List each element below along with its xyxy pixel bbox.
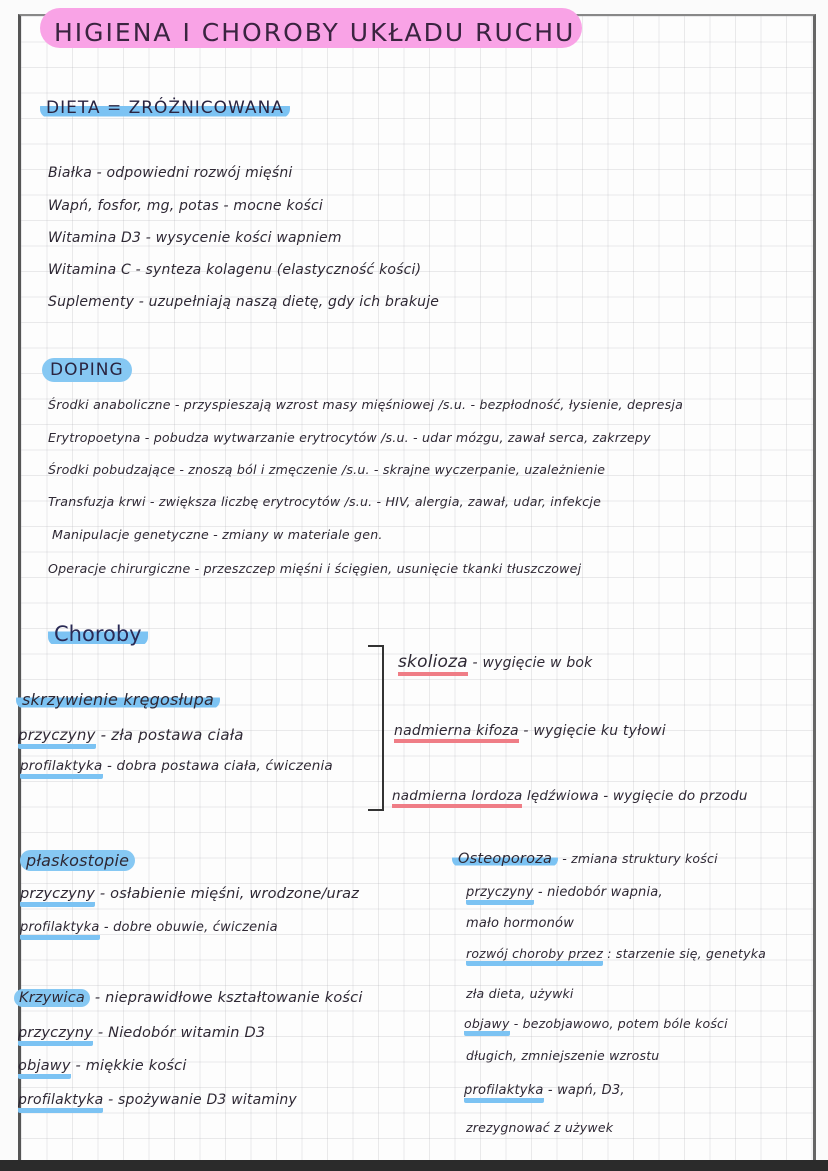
doping-heading-text: DOPING: [42, 358, 132, 382]
skrzywienie-type: [392, 788, 748, 804]
doping-line: Środki pobudzające - znoszą ból i zmęczenie /s.u. - skrajne wyczerpanie, uzależnienie: [48, 462, 606, 477]
profilaktyka-label: profilaktyka: [18, 1092, 103, 1113]
objawy-text: - bezobjawowo, potem bóle kości: [509, 1016, 728, 1031]
choroby-heading: [48, 622, 148, 646]
przyczyny-label: przyczyny: [20, 886, 95, 907]
przyczyny-text: - osłabienie mięśni, wrodzone/uraz: [95, 886, 360, 902]
type-label: nadmierna lordoza: [392, 788, 522, 808]
rozwoj-text: : starzenie się, genetyka: [603, 946, 767, 961]
profilaktyka-text: - wapń, D3,: [543, 1083, 625, 1098]
dieta-line: Witamina C - synteza kolagenu (elastyczność kości): [48, 262, 422, 278]
dieta-line: Suplementy - uzupełniają naszą dietę, gdy ich brakuje: [48, 294, 440, 310]
przyczyny-text: - niedobór wapnia,: [533, 885, 663, 900]
profilaktyka-text: - dobre obuwie, ćwiczenia: [99, 920, 278, 935]
dieta-heading: [40, 98, 290, 118]
page-title: HIGIENA I CHOROBY UKŁADU RUCHU: [54, 18, 576, 47]
dieta-line: Witamina D3 - wysycenie kości wapniem: [48, 230, 342, 246]
przyczyny-label: przyczyny: [18, 726, 96, 749]
page-bottom-edge: [0, 1160, 828, 1171]
krzywica-definition: - nieprawidłowe kształtowanie kości: [90, 990, 363, 1006]
bracket: [368, 645, 384, 811]
objawy-text: - miękkie kości: [70, 1058, 187, 1074]
osteoporoza-objawy: [464, 1016, 728, 1031]
doping-line: Manipulacje genetyczne - zmiany w materiale gen.: [52, 527, 383, 542]
osteoporoza-objawy-cont: długich, zmniejszenie wzrostu: [466, 1048, 660, 1063]
choroby-heading-text: Choroby: [48, 622, 148, 646]
objawy-label: objawy: [464, 1016, 510, 1036]
osteoporoza-przyczyny-cont: mało hormonów: [466, 916, 575, 931]
osteoporoza-rozwoj-cont: zła dieta, używki: [466, 986, 574, 1001]
osteoporoza-rozwoj: [466, 946, 766, 961]
krzywica-profilaktyka: [18, 1092, 297, 1108]
plaskostopie-profilaktyka: [20, 920, 278, 935]
krzywica-heading-text: Krzywica: [14, 989, 90, 1007]
type-label: skolioza: [398, 652, 468, 676]
krzywica-przyczyny: [18, 1025, 265, 1041]
type-label: nadmierna kifoza: [394, 723, 519, 743]
plaskostopie-heading-text: płaskostopie: [20, 850, 135, 871]
przyczyny-label: przyczyny: [18, 1025, 93, 1046]
type-text: - wygięcie ku tyłowi: [518, 723, 666, 739]
osteoporoza-profilaktyka: [464, 1083, 625, 1098]
skrzywienie-przyczyny: [18, 726, 244, 744]
doping-line: Transfuzja krwi - zwiększa liczbę erytrocytów /s.u. - HIV, alergia, zawał, udar, infekcje: [48, 494, 602, 509]
osteoporoza-definition: - zmiana struktury kości: [558, 851, 718, 866]
dieta-line: Białka - odpowiedni rozwój mięśni: [48, 165, 293, 181]
rozwoj-label: rozwój choroby przez: [466, 946, 603, 966]
skrzywienie-profilaktyka: [20, 758, 333, 774]
profilaktyka-label: profilaktyka: [20, 920, 100, 940]
plaskostopie-przyczyny: [20, 886, 359, 902]
skrzywienie-type: [394, 723, 666, 739]
osteoporoza-heading-text: Osteoporoza: [452, 851, 558, 867]
doping-line: Operacje chirurgiczne - przeszczep mięśni i ścięgien, usunięcie tkanki tłuszczowej: [48, 561, 582, 576]
doping-line: Środki anaboliczne - przyspieszają wzrost masy mięśniowej /s.u. - bezpłodność, łysienie, depresja: [48, 397, 683, 412]
skrzywienie-type: [398, 652, 592, 672]
profilaktyka-text: - dobra postawa ciała, ćwiczenia: [102, 758, 333, 774]
osteoporoza-heading: [452, 851, 718, 867]
doping-line: Erytropoetyna - pobudza wytwarzanie erytrocytów /s.u. - udar mózgu, zawał serca, zakrzepy: [48, 430, 651, 445]
dieta-heading-text: DIETA = ZRÓŻNICOWANA: [40, 98, 290, 118]
plaskostopie-heading: [20, 851, 135, 870]
type-text: - wygięcie w bok: [467, 655, 593, 671]
skrzywienie-heading: [16, 690, 220, 709]
doping-heading: [42, 360, 132, 380]
krzywica-objawy: [18, 1058, 187, 1074]
profilaktyka-label: profilaktyka: [20, 758, 103, 779]
dieta-line: Wapń, fosfor, mg, potas - mocne kości: [48, 198, 323, 214]
objawy-label: objawy: [18, 1058, 71, 1079]
osteoporoza-przyczyny: [466, 885, 663, 900]
krzywica-heading: [14, 990, 363, 1006]
skrzywienie-heading-text: skrzywienie kręgosłupa: [16, 690, 220, 709]
type-text: lędźwiowa - wygięcie do przodu: [522, 788, 748, 804]
przyczyny-text: - Niedobór witamin D3: [93, 1025, 266, 1041]
osteoporoza-profilaktyka-cont: zrezygnować z używek: [466, 1120, 614, 1135]
profilaktyka-label: profilaktyka: [464, 1083, 544, 1103]
przyczyny-text: - zła postawa ciała: [95, 726, 244, 744]
profilaktyka-text: - spożywanie D3 witaminy: [103, 1092, 297, 1108]
przyczyny-label: przyczyny: [466, 885, 534, 905]
